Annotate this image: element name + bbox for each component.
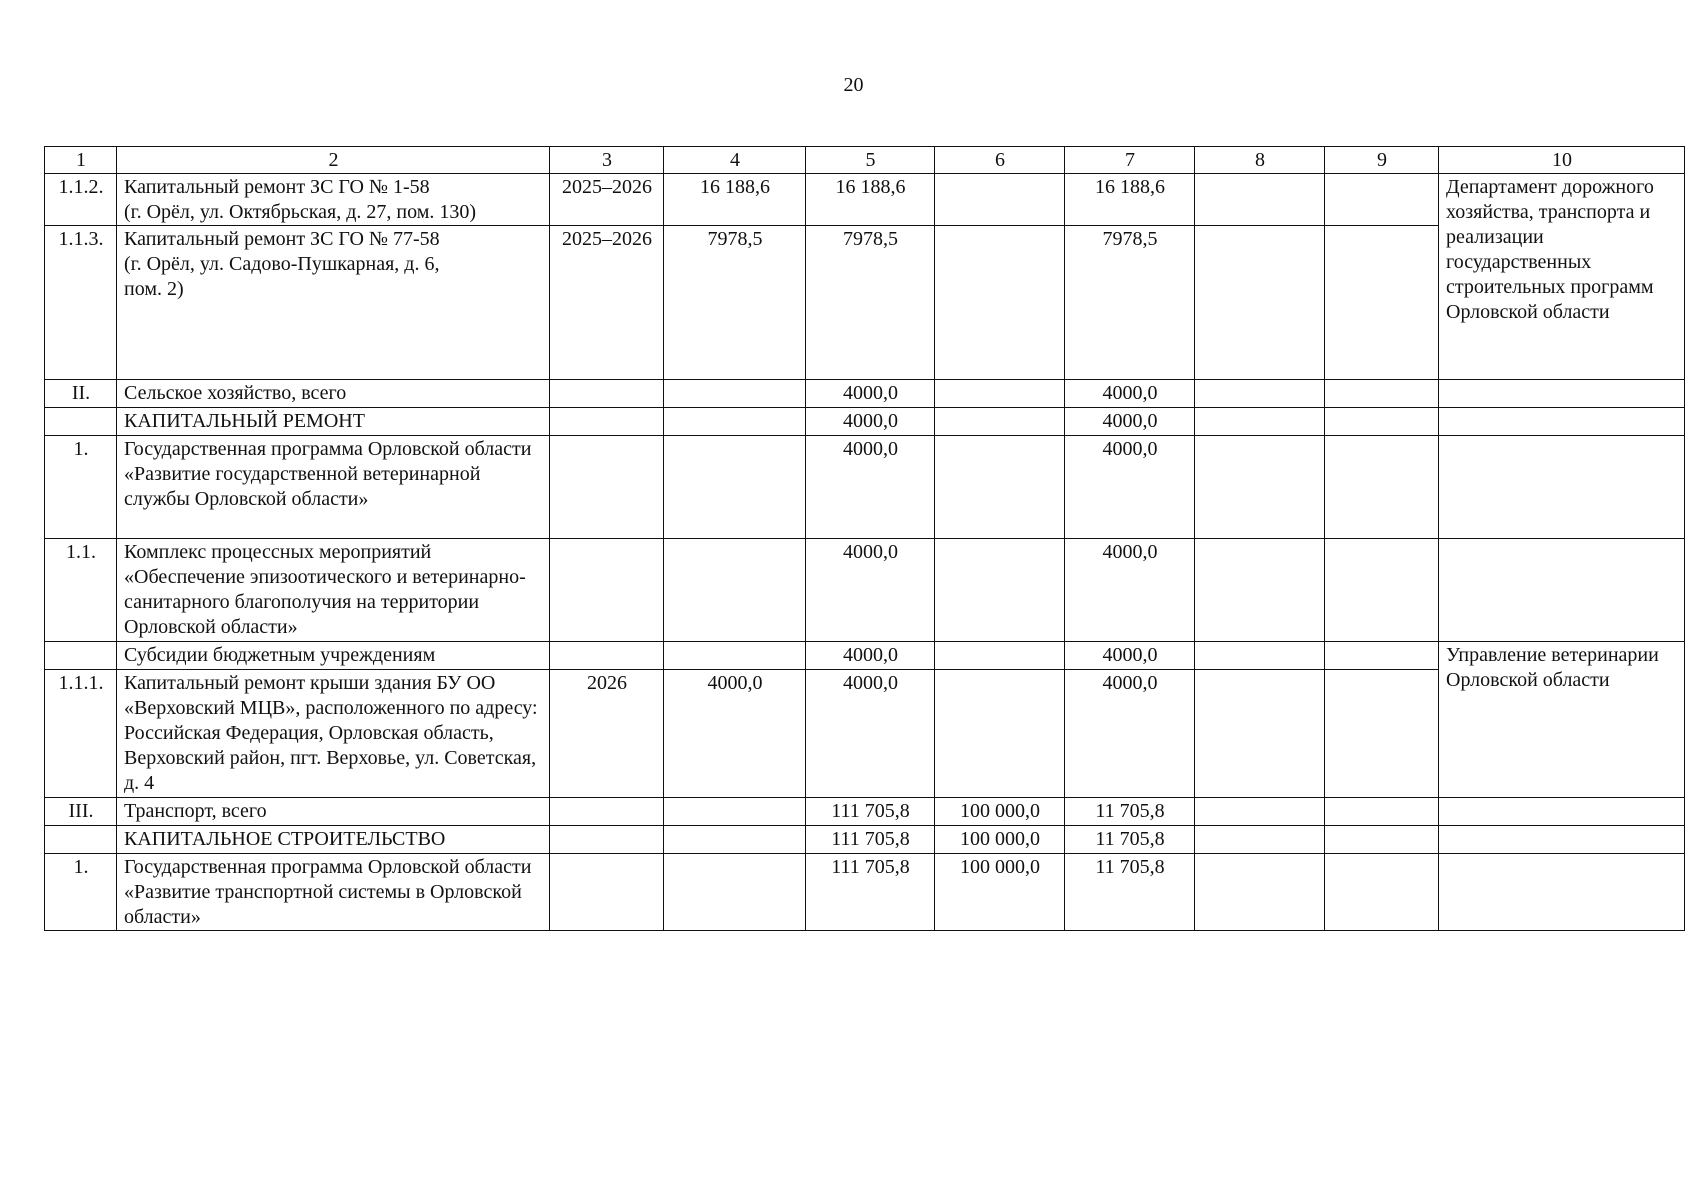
row-responsible [1439, 854, 1685, 931]
column-header: 1 [45, 147, 117, 174]
row-period [550, 854, 664, 931]
row-value [935, 539, 1065, 642]
row-number: II. [45, 380, 117, 408]
column-header: 6 [935, 147, 1065, 174]
row-value [1195, 226, 1325, 380]
column-header: 10 [1439, 147, 1685, 174]
row-responsible [1439, 798, 1685, 826]
row-value [935, 670, 1065, 798]
row-value: 4000,0 [1065, 642, 1195, 670]
row-value [1325, 798, 1439, 826]
row-responsible [1439, 539, 1685, 642]
row-value: 4000,0 [806, 670, 935, 798]
row-period [550, 642, 664, 670]
row-name: Капитальный ремонт ЗС ГО № 1-58 (г. Орёл, ул. Октябрьская, д. 27, пом. 130) [117, 174, 550, 226]
row-value [664, 380, 806, 408]
row-number [45, 408, 117, 436]
row-name: Транспорт, всего [117, 798, 550, 826]
row-value: 100 000,0 [935, 854, 1065, 931]
row-value [664, 642, 806, 670]
row-value: 4000,0 [1065, 539, 1195, 642]
row-value [1195, 539, 1325, 642]
table-row [45, 436, 1685, 539]
row-value [1195, 798, 1325, 826]
row-value [1195, 642, 1325, 670]
row-value [1195, 174, 1325, 226]
row-number: 1.1.2. [45, 174, 117, 226]
row-value: 100 000,0 [935, 798, 1065, 826]
row-value [1325, 408, 1439, 436]
row-value [1325, 854, 1439, 931]
row-value [1325, 826, 1439, 854]
column-header: 4 [664, 147, 806, 174]
row-value [1325, 380, 1439, 408]
table-row [45, 408, 1685, 436]
row-value [935, 174, 1065, 226]
row-responsible [1439, 380, 1685, 408]
row-value: 4000,0 [1065, 408, 1195, 436]
row-value [1195, 854, 1325, 931]
row-name: Субсидии бюджетным учреждениям [117, 642, 550, 670]
row-value [664, 798, 806, 826]
row-name: Капитальный ремонт ЗС ГО № 77-58 (г. Орёл, ул. Садово-Пушкарная, д. 6, пом. 2) [117, 226, 550, 380]
row-period [550, 436, 664, 539]
row-period: 2026 [550, 670, 664, 798]
budget-table [44, 146, 1685, 931]
row-period [550, 539, 664, 642]
row-value: 4000,0 [1065, 670, 1195, 798]
row-value: 111 705,8 [806, 826, 935, 854]
row-name: Сельское хозяйство, всего [117, 380, 550, 408]
row-number: III. [45, 798, 117, 826]
column-header: 2 [117, 147, 550, 174]
row-value: 4000,0 [806, 408, 935, 436]
row-value: 4000,0 [806, 436, 935, 539]
row-value: 4000,0 [1065, 436, 1195, 539]
row-value [1195, 826, 1325, 854]
row-value: 100 000,0 [935, 826, 1065, 854]
row-value [1195, 408, 1325, 436]
row-value [1325, 539, 1439, 642]
row-number: 1.1.1. [45, 670, 117, 798]
row-value [1195, 436, 1325, 539]
row-value: 111 705,8 [806, 798, 935, 826]
row-value: 7978,5 [1065, 226, 1195, 380]
row-value [664, 539, 806, 642]
row-value [664, 854, 806, 931]
row-value: 7978,5 [664, 226, 806, 380]
row-value: 11 705,8 [1065, 826, 1195, 854]
row-name: КАПИТАЛЬНЫЙ РЕМОНТ [117, 408, 550, 436]
row-value [664, 436, 806, 539]
row-number [45, 642, 117, 670]
row-value [935, 436, 1065, 539]
row-value: 11 705,8 [1065, 798, 1195, 826]
row-name: Комплекс процессных мероприятий «Обеспечение эпизоотического и ветеринарно-санитарного благополучия на территории Орловской области» [117, 539, 550, 642]
responsible-executor: Департамент дорожного хозяйства, транспорта и реализации государственных строительных программ Орловской области [1439, 174, 1685, 380]
row-value: 11 705,8 [1065, 854, 1195, 931]
row-number: 1.1. [45, 539, 117, 642]
row-value [1325, 436, 1439, 539]
row-value: 4000,0 [806, 539, 935, 642]
row-value: 4000,0 [806, 380, 935, 408]
table-row [45, 539, 1685, 642]
row-number: 1.1.3. [45, 226, 117, 380]
row-name: Государственная программа Орловской области «Развитие государственной ветеринарной службы Орловской области» [117, 436, 550, 539]
row-name: Государственная программа Орловской области «Развитие транспортной системы в Орловской области» [117, 854, 550, 931]
row-value: 16 188,6 [1065, 174, 1195, 226]
row-value [935, 408, 1065, 436]
row-value: 4000,0 [806, 642, 935, 670]
row-value [935, 642, 1065, 670]
row-value: 111 705,8 [806, 854, 935, 931]
row-period [550, 798, 664, 826]
row-value [1325, 642, 1439, 670]
row-value: 4000,0 [664, 670, 806, 798]
row-period [550, 826, 664, 854]
table-row [45, 798, 1685, 826]
row-responsible [1439, 826, 1685, 854]
row-responsible [1439, 408, 1685, 436]
table-row [45, 174, 1685, 226]
row-period [550, 380, 664, 408]
row-value [664, 408, 806, 436]
row-name: Капитальный ремонт крыши здания БУ ОО «Верховский МЦВ», расположенного по адресу: Российская Федерация, Орловская область, Верховский район, пгт. Верховье, ул. Советская, д. 4 [117, 670, 550, 798]
row-value [1195, 670, 1325, 798]
row-value [935, 226, 1065, 380]
row-value: 16 188,6 [664, 174, 806, 226]
column-header: 3 [550, 147, 664, 174]
row-value: 16 188,6 [806, 174, 935, 226]
row-value: 4000,0 [1065, 380, 1195, 408]
column-header: 8 [1195, 147, 1325, 174]
column-header: 7 [1065, 147, 1195, 174]
row-value [664, 826, 806, 854]
table-row [45, 854, 1685, 931]
table-row [45, 380, 1685, 408]
page-number: 20 [843, 74, 864, 96]
row-value [935, 380, 1065, 408]
column-header: 5 [806, 147, 935, 174]
table-header-row [45, 147, 1685, 174]
row-value [1325, 174, 1439, 226]
row-period: 2025–2026 [550, 226, 664, 380]
row-number [45, 826, 117, 854]
table-row [45, 826, 1685, 854]
row-value [1195, 380, 1325, 408]
row-period [550, 408, 664, 436]
row-period: 2025–2026 [550, 174, 664, 226]
row-value: 7978,5 [806, 226, 935, 380]
responsible-executor: Управление ветеринарии Орловской области [1439, 642, 1685, 798]
row-responsible [1439, 436, 1685, 539]
row-name: КАПИТАЛЬНОЕ СТРОИТЕЛЬСТВО [117, 826, 550, 854]
row-number: 1. [45, 854, 117, 931]
column-header: 9 [1325, 147, 1439, 174]
row-number: 1. [45, 436, 117, 539]
row-value [1325, 226, 1439, 380]
table-row [45, 642, 1685, 670]
row-value [1325, 670, 1439, 798]
